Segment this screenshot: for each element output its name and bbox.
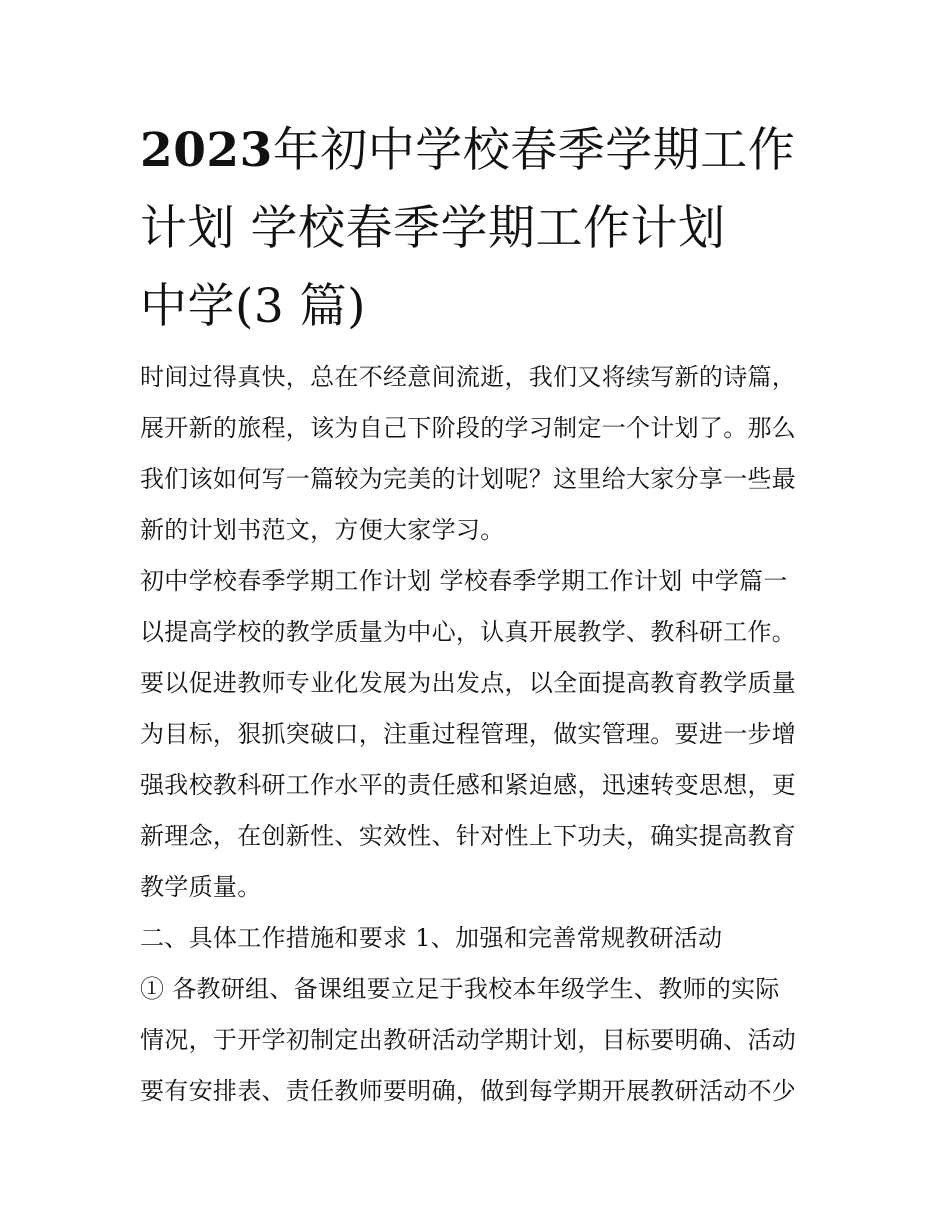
title-line-3: 中学(3 篇) bbox=[140, 279, 367, 334]
body-line: 展开新的旅程，该为自己下阶段的学习制定一个计划了。那么 bbox=[140, 414, 797, 442]
title-year: 2023 bbox=[140, 123, 273, 178]
body-line: 强我校教科研工作水平的责任感和紧迫感，迅速转变思想，更 bbox=[140, 771, 797, 799]
title-line-1-text: 年初中学校春季学期工作 bbox=[272, 123, 796, 178]
document-title bbox=[140, 112, 840, 346]
body-line: 教学质量。 bbox=[140, 873, 262, 901]
title-line-2: 计划 学校春季学期工作计划 bbox=[140, 201, 726, 256]
body-line: 新理念，在创新性、实效性、针对性上下功夫，确实提高教育 bbox=[140, 822, 797, 850]
body-line: 要有安排表、责任教师要明确，做到每学期开展教研活动不少 bbox=[140, 1077, 797, 1105]
body-line: 时间过得真快，总在不经意间流逝，我们又将续写新的诗篇， bbox=[140, 363, 797, 391]
section-heading-line: 初中学校春季学期工作计划 学校春季学期工作计划 中学篇一 bbox=[140, 567, 788, 595]
body-line: 我们该如何写一篇较为完美的计划呢？这里给大家分享一些最 bbox=[140, 465, 797, 493]
body-line: ① 各教研组、备课组要立足于我校本年级学生、教师的实际 bbox=[140, 975, 780, 1003]
body-line: 要以促进教师专业化发展为出发点，以全面提高教育教学质量 bbox=[140, 669, 797, 697]
section-heading-line: 二、具体工作措施和要求 1、加强和完善常规教研活动 bbox=[140, 924, 723, 952]
body-line: 为目标，狠抓突破口，注重过程管理，做实管理。要进一步增 bbox=[140, 720, 797, 748]
body-line: 情况，于开学初制定出教研活动学期计划，目标要明确、活动 bbox=[140, 1026, 797, 1054]
title-line-1 bbox=[140, 112, 840, 190]
body-line: 以提高学校的教学质量为中心，认真开展教学、教科研工作。 bbox=[140, 618, 797, 646]
body-line: 新的计划书范文，方便大家学习。 bbox=[140, 516, 505, 544]
document-body bbox=[140, 352, 830, 1117]
